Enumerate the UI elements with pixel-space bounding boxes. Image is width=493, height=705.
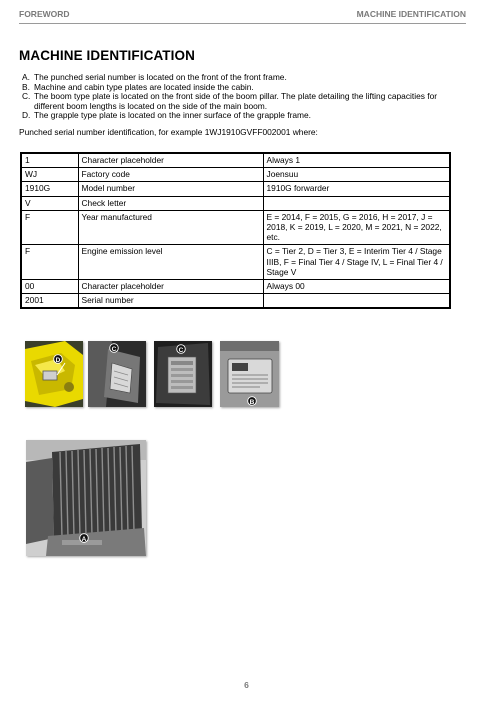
meaning-cell: Year manufactured bbox=[78, 210, 263, 245]
value-cell: E = 2014, F = 2015, G = 2016, H = 2017, J = 2018, K = 2019, L = 2020, M = 2021, N = 2022, etc. bbox=[263, 210, 450, 245]
code-cell: F bbox=[21, 210, 78, 245]
code-cell: F bbox=[21, 245, 78, 280]
list-item-text: The punched serial number is located on the front of the front frame. bbox=[34, 72, 287, 82]
serial-number-table bbox=[20, 152, 451, 309]
table-row bbox=[21, 245, 450, 280]
list-marker: A. bbox=[22, 72, 30, 82]
table-intro: Punched serial number identification, for example 1WJ1910GVFF002001 where: bbox=[19, 127, 318, 137]
code-cell: 1910G bbox=[21, 182, 78, 196]
header-chapter: MACHINE IDENTIFICATION bbox=[356, 9, 466, 19]
list-marker: B. bbox=[22, 81, 30, 92]
table-row bbox=[21, 182, 450, 196]
grapple-plate-photo bbox=[25, 341, 83, 407]
list-item-text: Machine and cabin type plates are located inside the cabin. bbox=[34, 81, 254, 92]
callout-label: D bbox=[55, 356, 61, 364]
meaning-cell: Factory code bbox=[78, 168, 263, 182]
code-cell: 00 bbox=[21, 280, 78, 294]
list-marker: D. bbox=[22, 110, 31, 121]
callout-label: B bbox=[249, 398, 255, 406]
value-cell: Always 00 bbox=[263, 280, 450, 294]
boom-plate-photo bbox=[88, 341, 146, 407]
lifting-capacity-photo bbox=[154, 341, 212, 407]
running-header bbox=[19, 9, 466, 23]
meaning-cell: Character placeholder bbox=[78, 153, 263, 168]
callout-label: A bbox=[81, 535, 87, 543]
table-row bbox=[21, 294, 450, 309]
code-cell: V bbox=[21, 196, 78, 210]
list-item bbox=[22, 111, 442, 121]
code-cell: WJ bbox=[21, 168, 78, 182]
code-cell: 1 bbox=[21, 153, 78, 168]
table-row bbox=[21, 196, 450, 210]
value-cell: Always 1 bbox=[263, 153, 450, 168]
header-rule bbox=[19, 23, 466, 24]
meaning-cell: Serial number bbox=[78, 294, 263, 309]
meaning-cell: Model number bbox=[78, 182, 263, 196]
page-number: 6 bbox=[244, 680, 249, 690]
location-list bbox=[22, 73, 442, 121]
callout-label: C bbox=[178, 346, 184, 354]
value-cell: C = Tier 2, D = Tier 3, E = Interim Tier 4 / Stage IIIB, F = Final Tier 4 / Stage IV, L = Final Tier 4 / Stage V bbox=[263, 245, 450, 280]
table-row bbox=[21, 280, 450, 294]
list-marker: C. bbox=[22, 91, 31, 102]
list-item-text: The boom type plate is located on the front side of the boom pillar. The plate detailing the lifting capacities for different boom lengths is located on the side of the main boom. bbox=[34, 91, 438, 111]
value-cell bbox=[263, 294, 450, 309]
header-section: FOREWORD bbox=[19, 9, 70, 19]
front-frame-photo bbox=[26, 440, 146, 556]
code-cell: 2001 bbox=[21, 294, 78, 309]
table-row bbox=[21, 168, 450, 182]
meaning-cell: Engine emission level bbox=[78, 245, 263, 280]
table-row bbox=[21, 153, 450, 168]
cabin-plate-photo bbox=[220, 341, 279, 407]
list-item-text: The grapple type plate is located on the inner surface of the grapple frame. bbox=[34, 110, 312, 121]
callout-label: C bbox=[111, 345, 117, 353]
value-cell: Joensuu bbox=[263, 168, 450, 182]
table-row bbox=[21, 210, 450, 245]
value-cell bbox=[263, 196, 450, 210]
meaning-cell: Check letter bbox=[78, 196, 263, 210]
list-item bbox=[22, 92, 442, 111]
meaning-cell: Character placeholder bbox=[78, 280, 263, 294]
value-cell: 1910G forwarder bbox=[263, 182, 450, 196]
page-title: MACHINE IDENTIFICATION bbox=[19, 48, 195, 63]
